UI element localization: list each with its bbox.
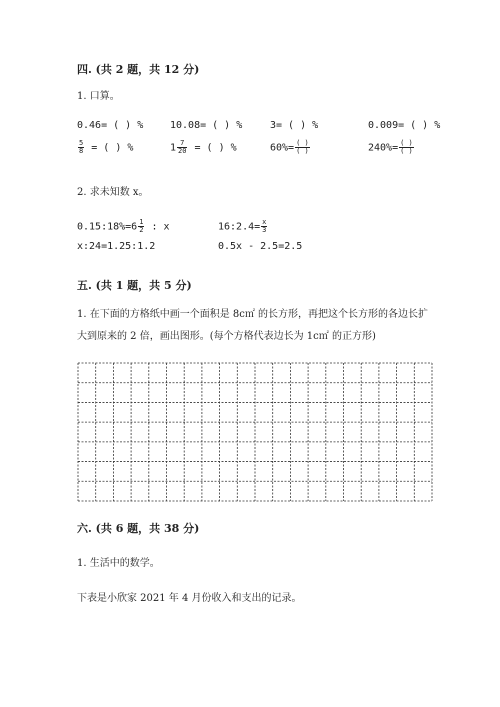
- question-5-1-text-line1: 1. 在下面的方格纸中画一个面积是 8c㎡ 的长方形，再把这个长方形的各边长扩: [77, 309, 429, 320]
- calc-item-4: 0.009= ( ) %: [368, 120, 441, 131]
- question-6-1-label: 1. 生活中的数学。: [77, 558, 160, 569]
- equation-3: x:24=1.25:1.2: [77, 241, 156, 252]
- question-6-1-intro: 下表是小欣家 2021 年 4 月份收入和支出的记录。: [77, 593, 302, 604]
- question-4-1-label: 1. 口算。: [77, 91, 120, 102]
- calc-item-5: $\frac{5}{8}$ = ( ) %: [79, 139, 134, 155]
- calc-item-3: 3= ( ) %: [270, 120, 319, 131]
- equation-1: 0.15:18%=6 $\frac{1}{2}$ : x: [77, 218, 170, 234]
- equation-2: 16:2.4= $\frac{x}{3}$: [218, 218, 267, 234]
- calc-item-1: 0.46= ( ) %: [77, 120, 144, 131]
- section-6-title: 六. (共 6 题，共 38 分): [77, 522, 200, 535]
- calc-item-6: 1 $\frac{7}{20}$ = ( ) %: [170, 139, 237, 155]
- calc-item-2: 10.08= ( ) %: [170, 120, 243, 131]
- section-4-title: 四. (共 2 题，共 12 分): [77, 63, 200, 76]
- grid-svg: [77, 362, 433, 502]
- square-grid-paper[interactable]: [77, 362, 433, 502]
- section-5-title: 五. (共 1 题，共 5 分): [77, 279, 192, 292]
- calc-item-7: 60%= $\frac{( )}{( )}$: [270, 139, 309, 155]
- fraction: $\frac{5}{8}$: [79, 139, 84, 155]
- fraction: $\frac{1}{2}$: [139, 218, 144, 234]
- question-5-1-text-line2: 大到原来的 2 倍，画出图形。(每个方格代表边长为 1c㎡ 的正方形): [77, 331, 376, 342]
- fraction: $\frac{( )}{( )}$: [296, 139, 309, 155]
- fraction: $\frac{x}{3}$: [262, 218, 267, 234]
- calc-item-8: 240%= $\frac{( )}{( )}$: [368, 139, 413, 155]
- equation-4: 0.5x - 2.5=2.5: [218, 241, 303, 252]
- fraction: $\frac{( )}{( )}$: [400, 139, 413, 155]
- question-4-2-label: 2. 求未知数 x。: [77, 187, 149, 198]
- fraction: $\frac{7}{20}$: [178, 139, 187, 155]
